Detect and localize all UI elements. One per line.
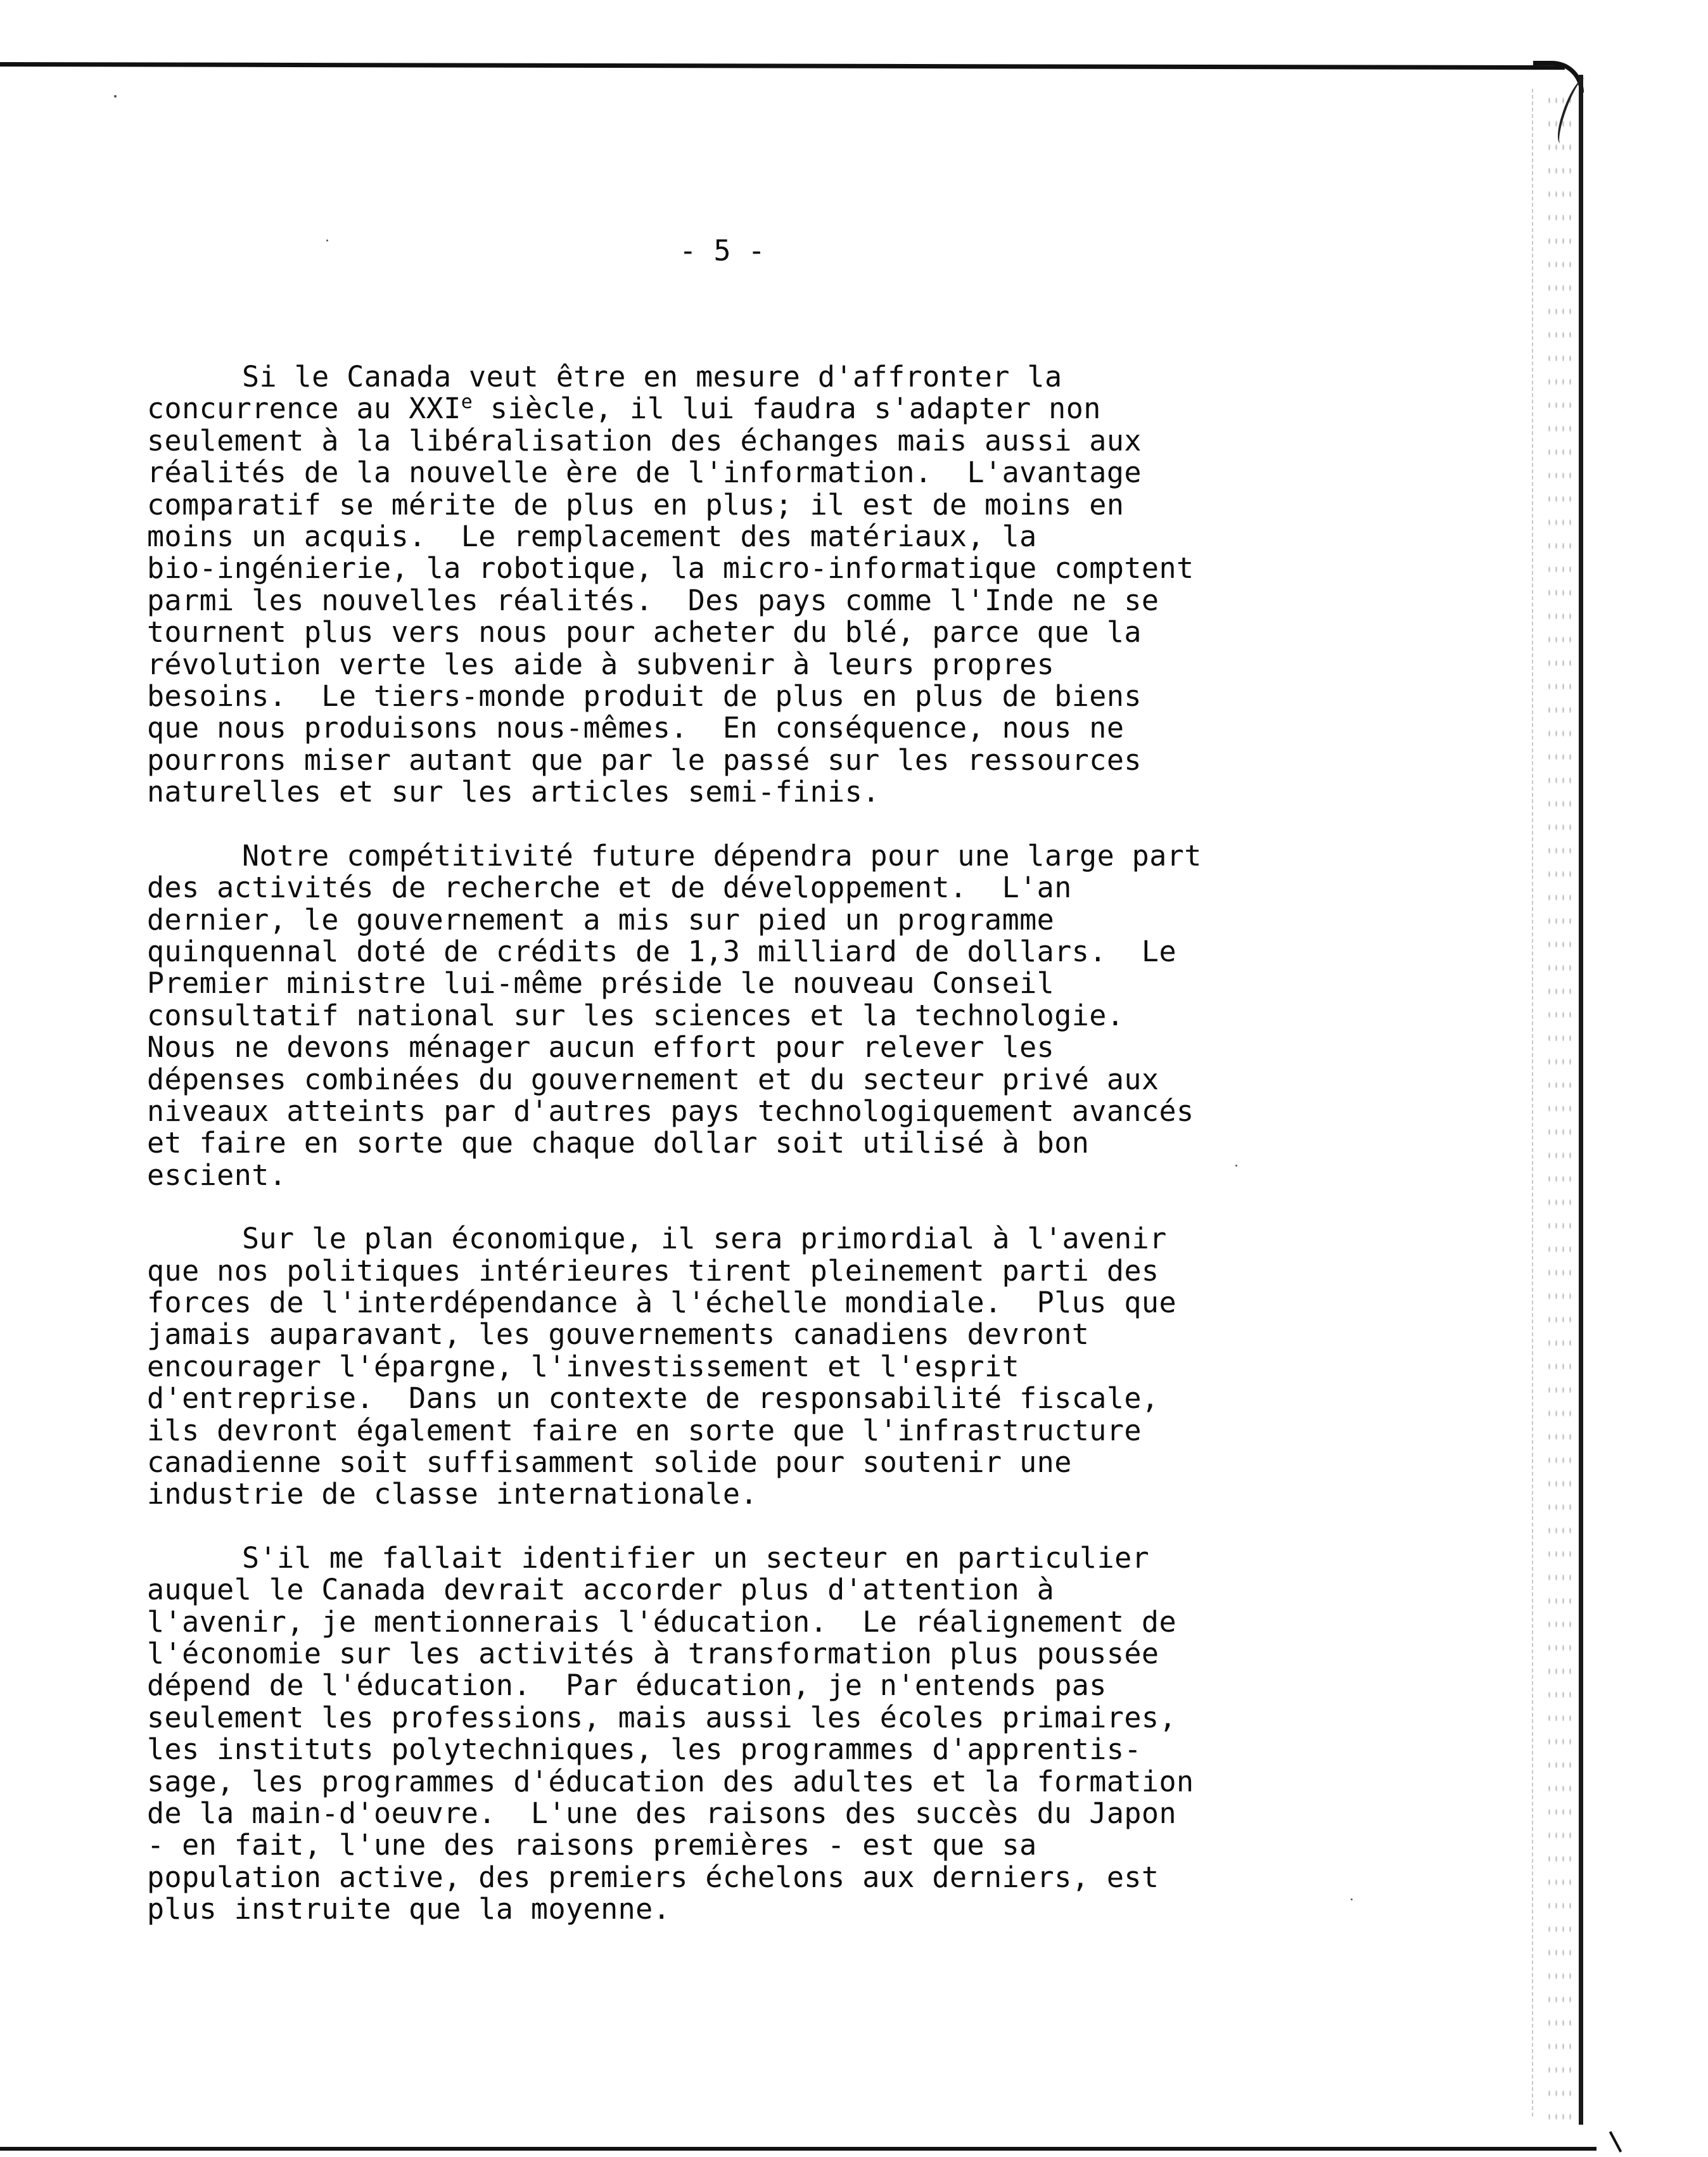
text-line: besoins. Le tiers-monde produit de plus en plus de biens	[147, 679, 1142, 714]
page-fold-line	[1532, 89, 1534, 2116]
text-line: moins un acquis. Le remplacement des matériaux, la	[147, 520, 1037, 554]
text-line: Sur le plan économique, il sera primordial à l'avenir	[242, 1222, 1167, 1256]
scan-speck	[1351, 1898, 1353, 1900]
text-line: jamais auparavant, les gouvernements canadiens devront	[147, 1317, 1090, 1352]
text-line: naturelles et sur les articles semi-finis.	[147, 775, 880, 809]
text-line: pourrons miser autant que par le passé sur les ressources	[147, 743, 1142, 777]
text-line: des activités de recherche et de développement. L'an	[147, 871, 1072, 905]
paragraph	[147, 1542, 1351, 1926]
text-line: les instituts polytechniques, les programmes d'apprentis-	[147, 1732, 1142, 1767]
text-line: industrie de classe internationale.	[147, 1477, 758, 1511]
text-line: Si le Canada veut être en mesure d'affronter la	[242, 360, 1062, 394]
text-line: d'entreprise. Dans un contexte de responsabilité fiscale,	[147, 1381, 1159, 1416]
text-line: et faire en sorte que chaque dollar soit utilisé à bon	[147, 1126, 1090, 1160]
paragraph	[147, 361, 1351, 809]
text-line: de la main-d'oeuvre. L'une des raisons des succès du Japon	[147, 1796, 1176, 1831]
text-line: Premier ministre lui-même préside le nouveau Conseil	[147, 966, 1055, 1001]
text-line: consultatif national sur les sciences et la technologie.	[147, 998, 1125, 1032]
document-body	[147, 361, 1351, 1957]
text-line: que nous produisons nous-mêmes. En conséquence, nous ne	[147, 711, 1125, 745]
text-line: dépenses combinées du gouvernement et du secteur privé aux	[147, 1062, 1159, 1096]
text-line: sage, les programmes d'éducation des adultes et la formation	[147, 1764, 1194, 1798]
page-edge-top	[0, 62, 1565, 70]
text-line: parmi les nouvelles réalités. Des pays comme l'Inde ne se	[147, 583, 1159, 617]
text-line-with-superscript: concurrence au XXIe siècle, il lui faudra s'adapter non	[147, 391, 1101, 426]
text-line: auquel le Canada devrait accorder plus d'attention à	[147, 1573, 1055, 1607]
text-line: réalités de la nouvelle ère de l'information. L'avantage	[147, 456, 1142, 490]
text-line: S'il me fallait identifier un secteur en particulier	[242, 1540, 1150, 1575]
text-line: plus instruite que la moyenne.	[147, 1892, 671, 1926]
text-line: Nous ne devons ménager aucun effort pour relever les	[147, 1030, 1055, 1065]
text-line: population active, des premiers échelons aux derniers, est	[147, 1860, 1159, 1894]
text-line: dernier, le gouvernement a mis sur pied un programme	[147, 902, 1055, 937]
text-line: encourager l'épargne, l'investissement et l'esprit	[147, 1349, 1020, 1383]
page-tail-mark	[1609, 2131, 1622, 2153]
text-line: - en fait, l'une des raisons premières - est que sa	[147, 1828, 1037, 1862]
text-line: niveaux atteints par d'autres pays technologiquement avancés	[147, 1094, 1194, 1128]
text-line: dépend de l'éducation. Par éducation, je n'entends pas	[147, 1668, 1107, 1703]
page-edge-bottom	[0, 2147, 1596, 2151]
text-line: seulement à la libéralisation des échanges mais aussi aux	[147, 423, 1142, 458]
page-number: - 5 -	[679, 234, 765, 267]
text-line: tournent plus vers nous pour acheter du blé, parce que la	[147, 615, 1142, 650]
page-edge-right	[1579, 75, 1583, 2125]
superscript: e	[461, 391, 473, 414]
paragraph	[147, 1223, 1351, 1511]
scan-speck	[326, 240, 328, 241]
text-line: que nos politiques intérieures tirent pleinement parti des	[147, 1253, 1159, 1288]
scan-noise	[1546, 89, 1571, 2129]
text-line: seulement les professions, mais aussi les écoles primaires,	[147, 1700, 1176, 1734]
text-line: l'avenir, je mentionnerais l'éducation. Le réalignement de	[147, 1604, 1176, 1639]
text-line: l'économie sur les activités à transformation plus poussée	[147, 1637, 1159, 1671]
text-line: escient.	[147, 1158, 287, 1192]
text-line: ils devront également faire en sorte que l'infrastructure	[147, 1413, 1142, 1447]
text-line: forces de l'interdépendance à l'échelle mondiale. Plus que	[147, 1285, 1176, 1319]
text-line: canadienne soit suffisamment solide pour soutenir une	[147, 1445, 1072, 1479]
text-line: révolution verte les aide à subvenir à leurs propres	[147, 647, 1055, 681]
text-line: quinquennal doté de crédits de 1,3 milliard de dollars. Le	[147, 934, 1176, 968]
text-line: comparatif se mérite de plus en plus; il est de moins en	[147, 487, 1125, 522]
scan-speck	[114, 95, 117, 98]
paragraph	[147, 840, 1351, 1191]
text-line: Notre compétitivité future dépendra pour une large part	[242, 838, 1202, 873]
text-line: bio-ingénierie, la robotique, la micro-informatique comptent	[147, 551, 1194, 586]
